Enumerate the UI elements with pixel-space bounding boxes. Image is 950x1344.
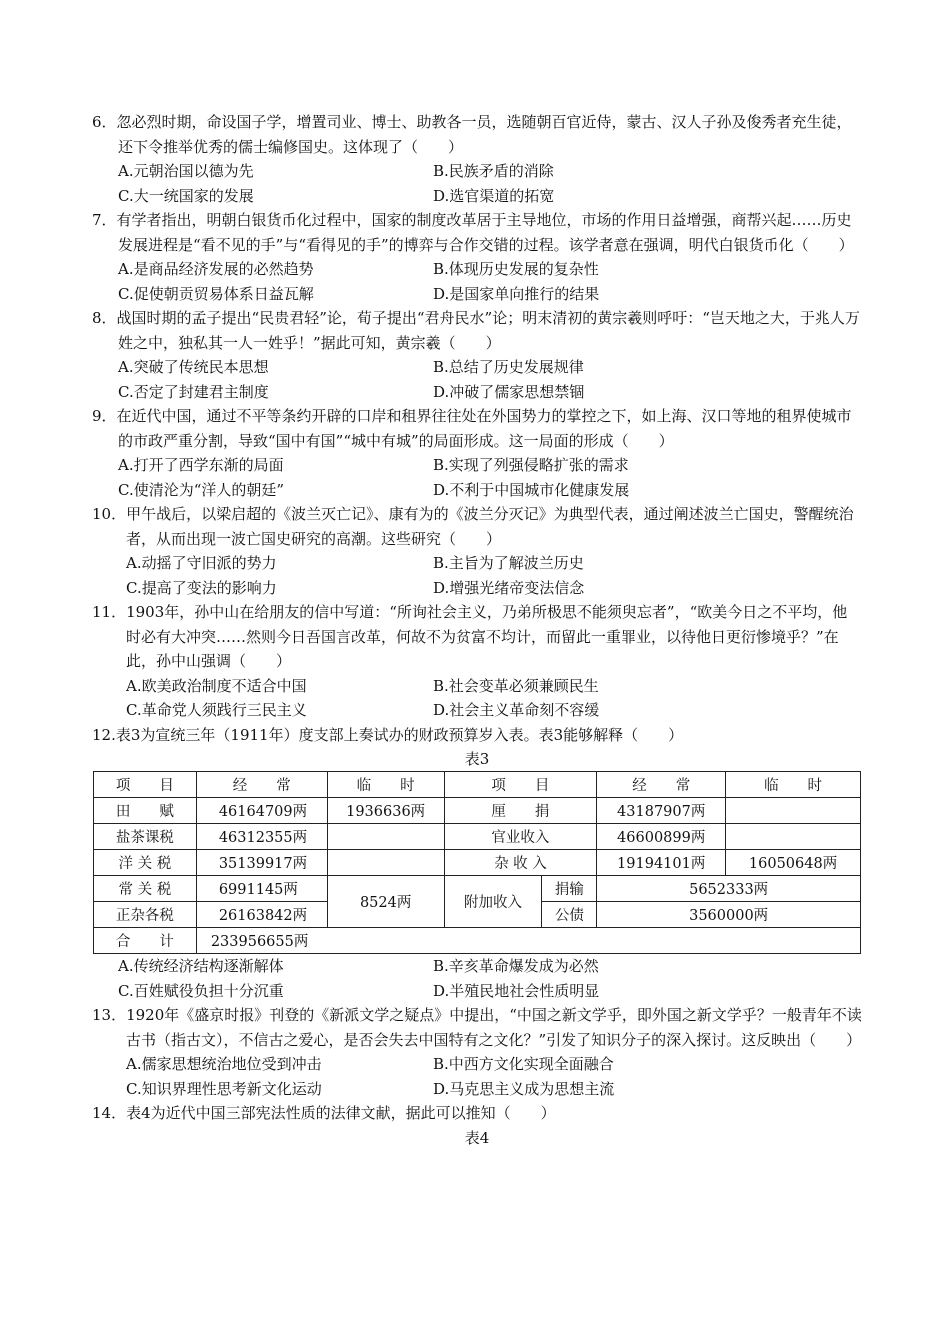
option-a: A.动摇了守旧派的势力: [126, 554, 277, 572]
option-d: D.社会主义革命刻不容缓: [433, 701, 600, 719]
option-b: B.体现历史发展的复杂性: [433, 260, 599, 278]
question-11-options: [92, 674, 862, 723]
question-6-stem: 6．忽必烈时期，命设国子学，增置司业、博士、助教各一员，选随朝百官近侍，蒙古、汉人子孙及俊秀者充生徒，还下令推举优秀的儒士编修国史。这体现了（ ）: [92, 113, 852, 156]
option-b: B.民族矛盾的消除: [433, 162, 554, 180]
option-c: C.促使朝贡贸易体系日益瓦解: [118, 284, 314, 303]
option-c: C.提高了变法的影响力: [126, 578, 277, 597]
question-7-stem: 7．有学者指出，明朝白银货币化过程中，国家的制度改革居于主导地位，市场的作用日益增强，商帮兴起……历史发展进程是“看不见的手”与“看得见的手”的博弈与合作交错的过程。该学者意在强调，明代白银货币化（ ）: [92, 211, 854, 254]
option-d: D.是国家单向推行的结果: [433, 284, 600, 303]
option-c: C.大一统国家的发展: [118, 186, 254, 205]
question-14-stem: 14．表4为近代中国三部宪法性质的法律文献，据此可以推知（ ）: [92, 1104, 556, 1122]
table-cell: 46312355两: [196, 824, 327, 850]
option-d: D.冲破了儒家思想禁锢: [433, 382, 585, 401]
table-cell: 官业收入: [444, 824, 597, 850]
option-c: C.否定了封建君主制度: [118, 382, 269, 401]
table-cell: 35139917两: [196, 850, 327, 876]
option-b: B.总结了历史发展规律: [433, 358, 584, 376]
question-8-options: [92, 355, 862, 404]
question-12-options: [92, 954, 862, 1003]
table-cell: 洋 关 税: [94, 850, 197, 876]
option-d: D.选官渠道的拓宽: [433, 186, 555, 205]
table-row: [94, 876, 861, 902]
table-cell: 6991145两: [196, 876, 327, 902]
question-13-stem: 13．1920年《盛京时报》刊登的《新派文学之疑点》中提出，“中国之新文学乎，即外国之新文学乎？一般青年不读古书（指古文），不信古之爱心，是否会失去中国特有之文化？”引发了知识分子的深入探讨。这反映出（ ）: [92, 1006, 862, 1049]
table-cell: 26163842两: [196, 902, 327, 928]
question-9-options: [92, 453, 862, 502]
option-a: A.儒家思想统治地位受到冲击: [126, 1055, 322, 1073]
option-a: A.打开了西学东渐的局面: [118, 456, 284, 474]
budget-table: [93, 771, 861, 954]
option-b: B.实现了列强侵略扩张的需求: [433, 456, 629, 474]
table-row: [94, 798, 861, 824]
table-total-row: [94, 928, 861, 954]
table-cell: 正杂各税: [94, 902, 197, 928]
header-cell: 项 目: [94, 772, 197, 798]
option-a: A.元朝治国以德为先: [118, 162, 254, 180]
table-cell: [726, 798, 861, 824]
question-6-options: [92, 159, 862, 208]
option-c: C.使清沦为“洋人的朝廷”: [118, 480, 285, 499]
option-b: B.社会变革必须兼顾民生: [433, 676, 599, 695]
table-cell: 附加收入: [444, 876, 542, 928]
table-cell: 杂 收 入: [444, 850, 597, 876]
table-3-caption: 表3: [464, 750, 490, 768]
table-cell: [726, 824, 861, 850]
table-cell: 8524两: [327, 876, 444, 928]
question-10-stem: 10．甲午战后，以梁启超的《波兰灭亡记》、康有为的《波兰分灭记》为典型代表，通过阐述波兰亡国史，警醒统治者，从而出现一波亡国史研究的高潮。这些研究（ ）: [92, 505, 854, 548]
table-cell: 1936636两: [327, 798, 444, 824]
question-10-options: [92, 551, 862, 600]
option-b: B.辛亥革命爆发成为必然: [433, 957, 599, 975]
table-header-row: [94, 772, 861, 798]
question-13-options: [92, 1052, 862, 1101]
question-8-stem: 8．战国时期的孟子提出“民贵君轻”论，荀子提出“君舟民水”论；明末清初的黄宗羲则呼吁：“岂天地之大，于兆人万姓之中，独私其一人一姓乎！”据此可知，黄宗羲（ ）: [92, 309, 860, 352]
question-11-stem: 11．1903年，孙中山在给朋友的信中写道：“所询社会主义，乃弟所极思不能须臾忘者”，“欧美今日之不平均，他时必有大冲突……然则今日吾国言改革，何故不为贫富不均计，而留此一重罪业，以待他日更衍惨境乎？”在此，孙中山强调（ ）: [92, 603, 848, 670]
table-cell: [327, 850, 444, 876]
table-cell: 田 赋: [94, 798, 197, 824]
option-a: A.欧美政治制度不适合中国: [126, 676, 307, 695]
exam-page: [92, 110, 862, 1150]
table-cell: 46164709两: [196, 798, 327, 824]
option-b: B.主旨为了解波兰历史: [433, 554, 584, 572]
header-cell: 经 常: [597, 772, 726, 798]
table-cell: 43187907两: [597, 798, 726, 824]
option-b: B.中西方文化实现全面融合: [433, 1055, 614, 1073]
table-row: [94, 824, 861, 850]
table-cell: 合 计: [94, 928, 197, 954]
option-a: A.突破了传统民本思想: [118, 358, 269, 376]
table-cell: 3560000两: [597, 902, 861, 928]
option-c: C.革命党人须践行三民主义: [126, 701, 307, 719]
table-cell: 16050648两: [726, 850, 861, 876]
table-row: [94, 850, 861, 876]
header-cell: 经 常: [196, 772, 327, 798]
table-cell: 5652333两: [597, 876, 861, 902]
table-cell: [327, 824, 444, 850]
table-cell: 盐茶课税: [94, 824, 197, 850]
table-cell: 公债: [542, 902, 597, 928]
option-c: C.百姓赋役负担十分沉重: [118, 981, 284, 1000]
option-d: D.马克思主义成为思想主流: [433, 1079, 615, 1098]
table-cell: 常 关 税: [94, 876, 197, 902]
option-d: D.半殖民地社会性质明显: [433, 981, 600, 1000]
header-cell: 项 目: [444, 772, 597, 798]
option-d: D.增强光绪帝变法信念: [433, 578, 585, 597]
option-a: A.传统经济结构逐渐解体: [118, 957, 284, 975]
question-7-options: [92, 257, 862, 306]
table-cell: 233956655两: [196, 928, 860, 954]
option-a: A.是商品经济发展的必然趋势: [118, 260, 314, 278]
table-cell: 46600899两: [597, 824, 726, 850]
option-c: C.知识界理性思考新文化运动: [126, 1079, 322, 1098]
table-cell: 19194101两: [597, 850, 726, 876]
question-12-stem: 12.表3为宣统三年（1911年）度支部上奏试办的财政预算岁入表。表3能够解释（ ）: [92, 725, 684, 744]
question-9-stem: 9．在近代中国，通过不平等条约开辟的口岸和租界往往处在外国势力的掌控之下，如上海、汉口等地的租界使城市的市政严重分割，导致“国中有国”“城中有城”的局面形成。这一局面的形成（ ）: [92, 407, 852, 450]
table-4-caption: 表4: [464, 1128, 490, 1147]
table-cell: 捐输: [542, 876, 597, 902]
header-cell: 临 时: [327, 772, 444, 798]
header-cell: 临 时: [726, 772, 861, 798]
option-d: D.不利于中国城市化健康发展: [433, 480, 630, 499]
table-cell: 厘 捐: [444, 798, 597, 824]
